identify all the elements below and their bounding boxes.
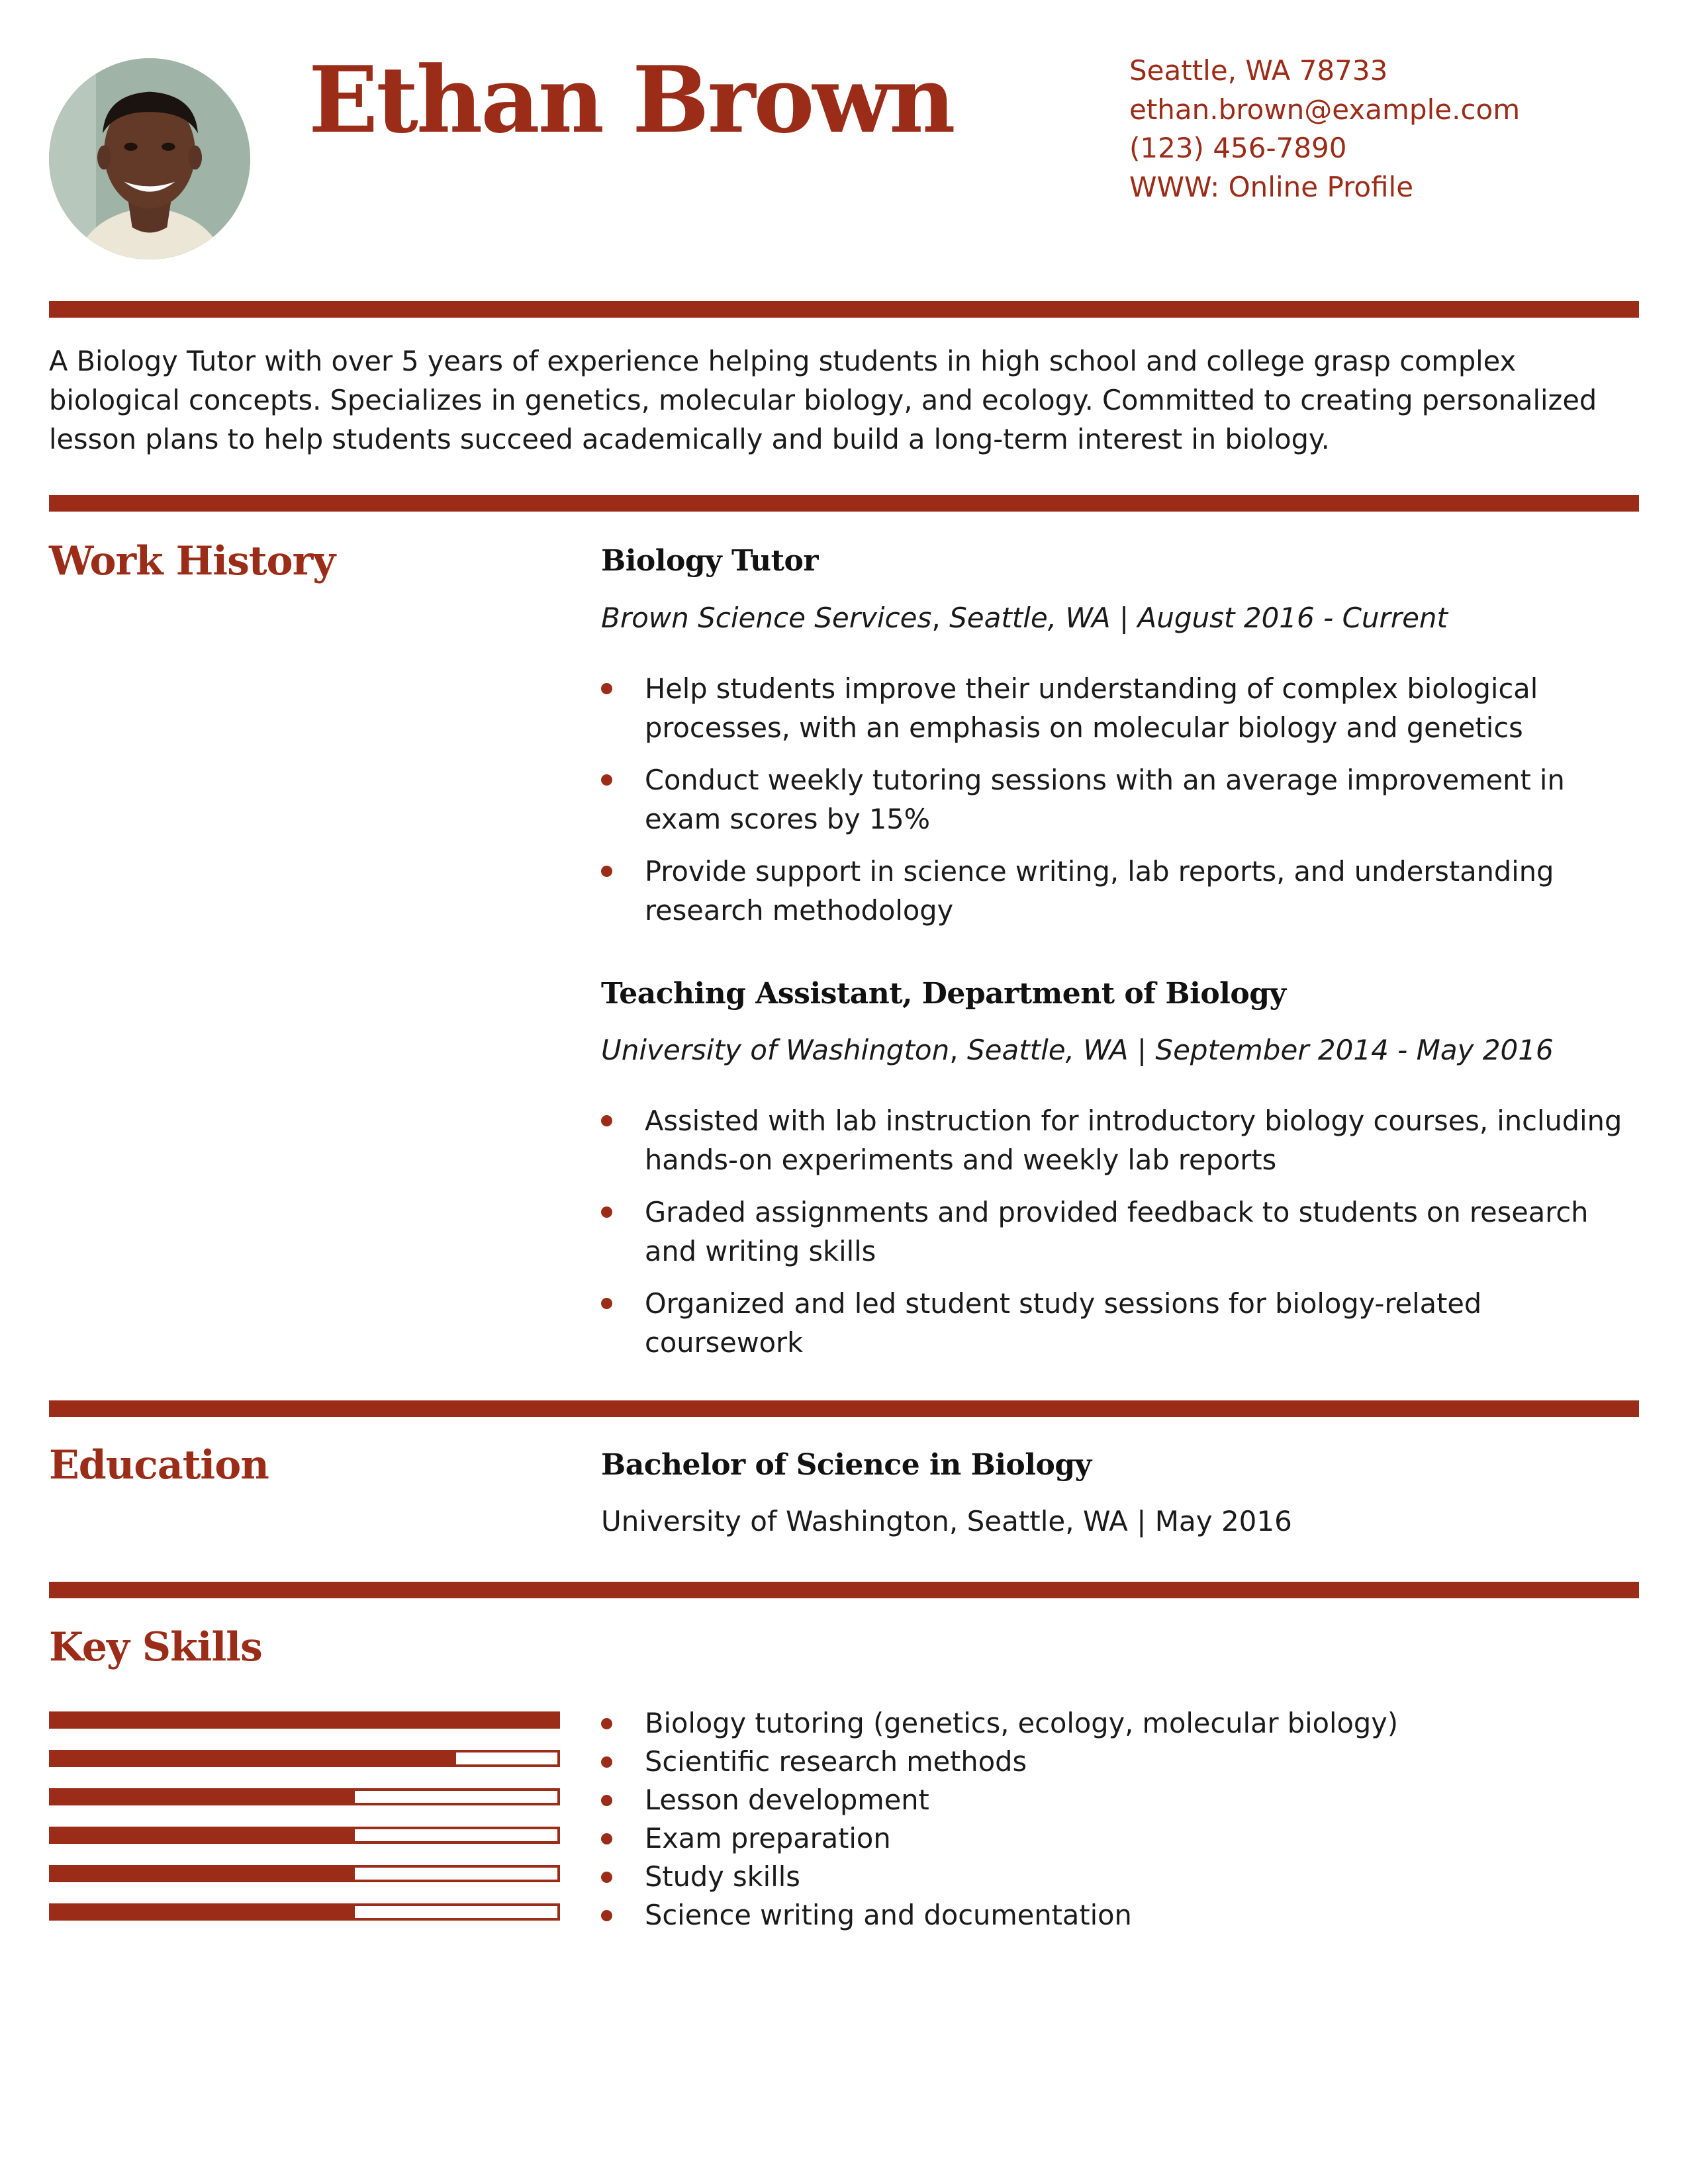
bullet-text: Assisted with lab instruction for introductory biology courses, including hands-on experiments and weekly lab reports	[645, 1105, 1622, 1176]
skill-label: Biology tutoring (genetics, ecology, molecular biology)	[645, 1707, 1399, 1739]
job-company: Brown Science Services	[601, 602, 932, 634]
section-title-key-skills: Key Skills	[49, 1624, 262, 1670]
list-item	[601, 1743, 1634, 1781]
bullet-text: Help students improve their understanding of complex biological processes, with an emphasis on molecular biology and genetics	[645, 672, 1538, 744]
bullet-icon	[601, 1910, 612, 1921]
professional-summary: A Biology Tutor with over 5 years of experience helping students in high school and college grasp complex biological concepts. Specializes in genetics, molecular biology, and ecology. Committed to creating personalized lesson plans to help students succeed academically and build a long-term interest in biology.	[49, 345, 1597, 455]
job-title: Teaching Assistant, Department of Biology	[601, 977, 1286, 1011]
job-meta: Brown Science Services, Seattle, WA | August 2016 - Current	[601, 602, 1448, 634]
bullet-text: Graded assignments and provided feedback to students on research and writing skills	[645, 1196, 1589, 1267]
skill-level-bar	[49, 1711, 560, 1729]
bullet-icon	[601, 774, 612, 786]
job-company: University of Washington	[601, 1034, 950, 1066]
job-meta: University of Washington, Seattle, WA | September 2014 - May 2016	[601, 1034, 1554, 1066]
list-item	[601, 669, 1647, 747]
job-location: Seattle, WA	[949, 602, 1111, 634]
skill-level-bar	[49, 1827, 560, 1844]
skill-level-fill	[52, 1868, 355, 1880]
skill-level-bar	[49, 1865, 560, 1882]
degree-title: Bachelor of Science in Biology	[601, 1448, 1092, 1482]
education-details: University of Washington, Seattle, WA | May 2016	[601, 1505, 1292, 1537]
job-title: Biology Tutor	[601, 544, 819, 578]
list-item	[601, 1781, 1634, 1819]
bullet-icon	[601, 866, 612, 877]
list-item	[601, 1101, 1647, 1179]
skill-level-bar	[49, 1903, 560, 1921]
skill-level-bar	[49, 1750, 560, 1767]
list-item	[601, 760, 1647, 839]
bullet-text: Provide support in science writing, lab reports, and understanding research methodology	[645, 855, 1554, 927]
skill-label: Scientific research methods	[645, 1745, 1027, 1778]
bullet-icon	[601, 1756, 612, 1768]
profile-photo	[49, 58, 250, 259]
job-bullets	[601, 669, 1647, 943]
bullet-icon	[601, 683, 612, 694]
skill-level-fill	[52, 1752, 456, 1764]
bullet-icon	[601, 1718, 612, 1729]
section-title-education: Education	[49, 1442, 269, 1488]
contact-phone[interactable]: (123) 456-7890	[1129, 132, 1347, 164]
contact-info	[1129, 52, 1520, 206]
list-item	[601, 1704, 1634, 1743]
bullet-icon	[601, 1206, 612, 1218]
contact-location: Seattle, WA 78733	[1129, 54, 1388, 87]
contact-website-link[interactable]: WWW: Online Profile	[1129, 170, 1414, 203]
skill-level-fill	[52, 1791, 355, 1803]
job-dates: September 2014 - May 2016	[1155, 1034, 1554, 1066]
section-title-work-history: Work History	[49, 538, 336, 584]
bullet-icon	[601, 1872, 612, 1883]
skill-level-fill	[52, 1906, 355, 1918]
bullet-text: Organized and led student study sessions for biology-related coursework	[645, 1287, 1482, 1359]
divider-rule	[49, 1400, 1639, 1417]
skill-level-fill	[52, 1714, 557, 1726]
list-item	[601, 1284, 1647, 1362]
list-item	[601, 1193, 1647, 1271]
skill-label: Science writing and documentation	[645, 1899, 1132, 1931]
list-item	[601, 852, 1647, 930]
bullet-icon	[601, 1833, 612, 1844]
bullet-text: Conduct weekly tutoring sessions with an average improvement in exam scores by 15%	[645, 764, 1565, 835]
job-separator: |	[1137, 1034, 1147, 1066]
skill-level-bar	[49, 1788, 560, 1805]
bullet-icon	[601, 1795, 612, 1806]
skills-list	[601, 1704, 1634, 1934]
list-item	[601, 1858, 1634, 1896]
candidate-name: Ethan Brown	[308, 46, 954, 154]
job-dates: August 2016 - Current	[1137, 602, 1448, 634]
skill-level-fill	[52, 1829, 355, 1841]
job-separator: |	[1119, 602, 1129, 634]
divider-rule	[49, 495, 1639, 512]
list-item	[601, 1896, 1634, 1934]
skill-level-bars	[49, 1711, 560, 1942]
person-portrait-icon	[49, 58, 250, 259]
contact-email[interactable]: ethan.brown@example.com	[1129, 93, 1521, 126]
bullet-icon	[601, 1115, 612, 1126]
bullet-icon	[601, 1298, 612, 1309]
skill-label: Lesson development	[645, 1784, 929, 1816]
divider-rule	[49, 1582, 1639, 1598]
skill-label: Study skills	[645, 1860, 800, 1893]
list-item	[601, 1819, 1634, 1858]
skill-label: Exam preparation	[645, 1822, 891, 1854]
divider-rule	[49, 301, 1639, 318]
job-bullets	[601, 1101, 1647, 1375]
job-location: Seattle, WA	[966, 1034, 1129, 1066]
